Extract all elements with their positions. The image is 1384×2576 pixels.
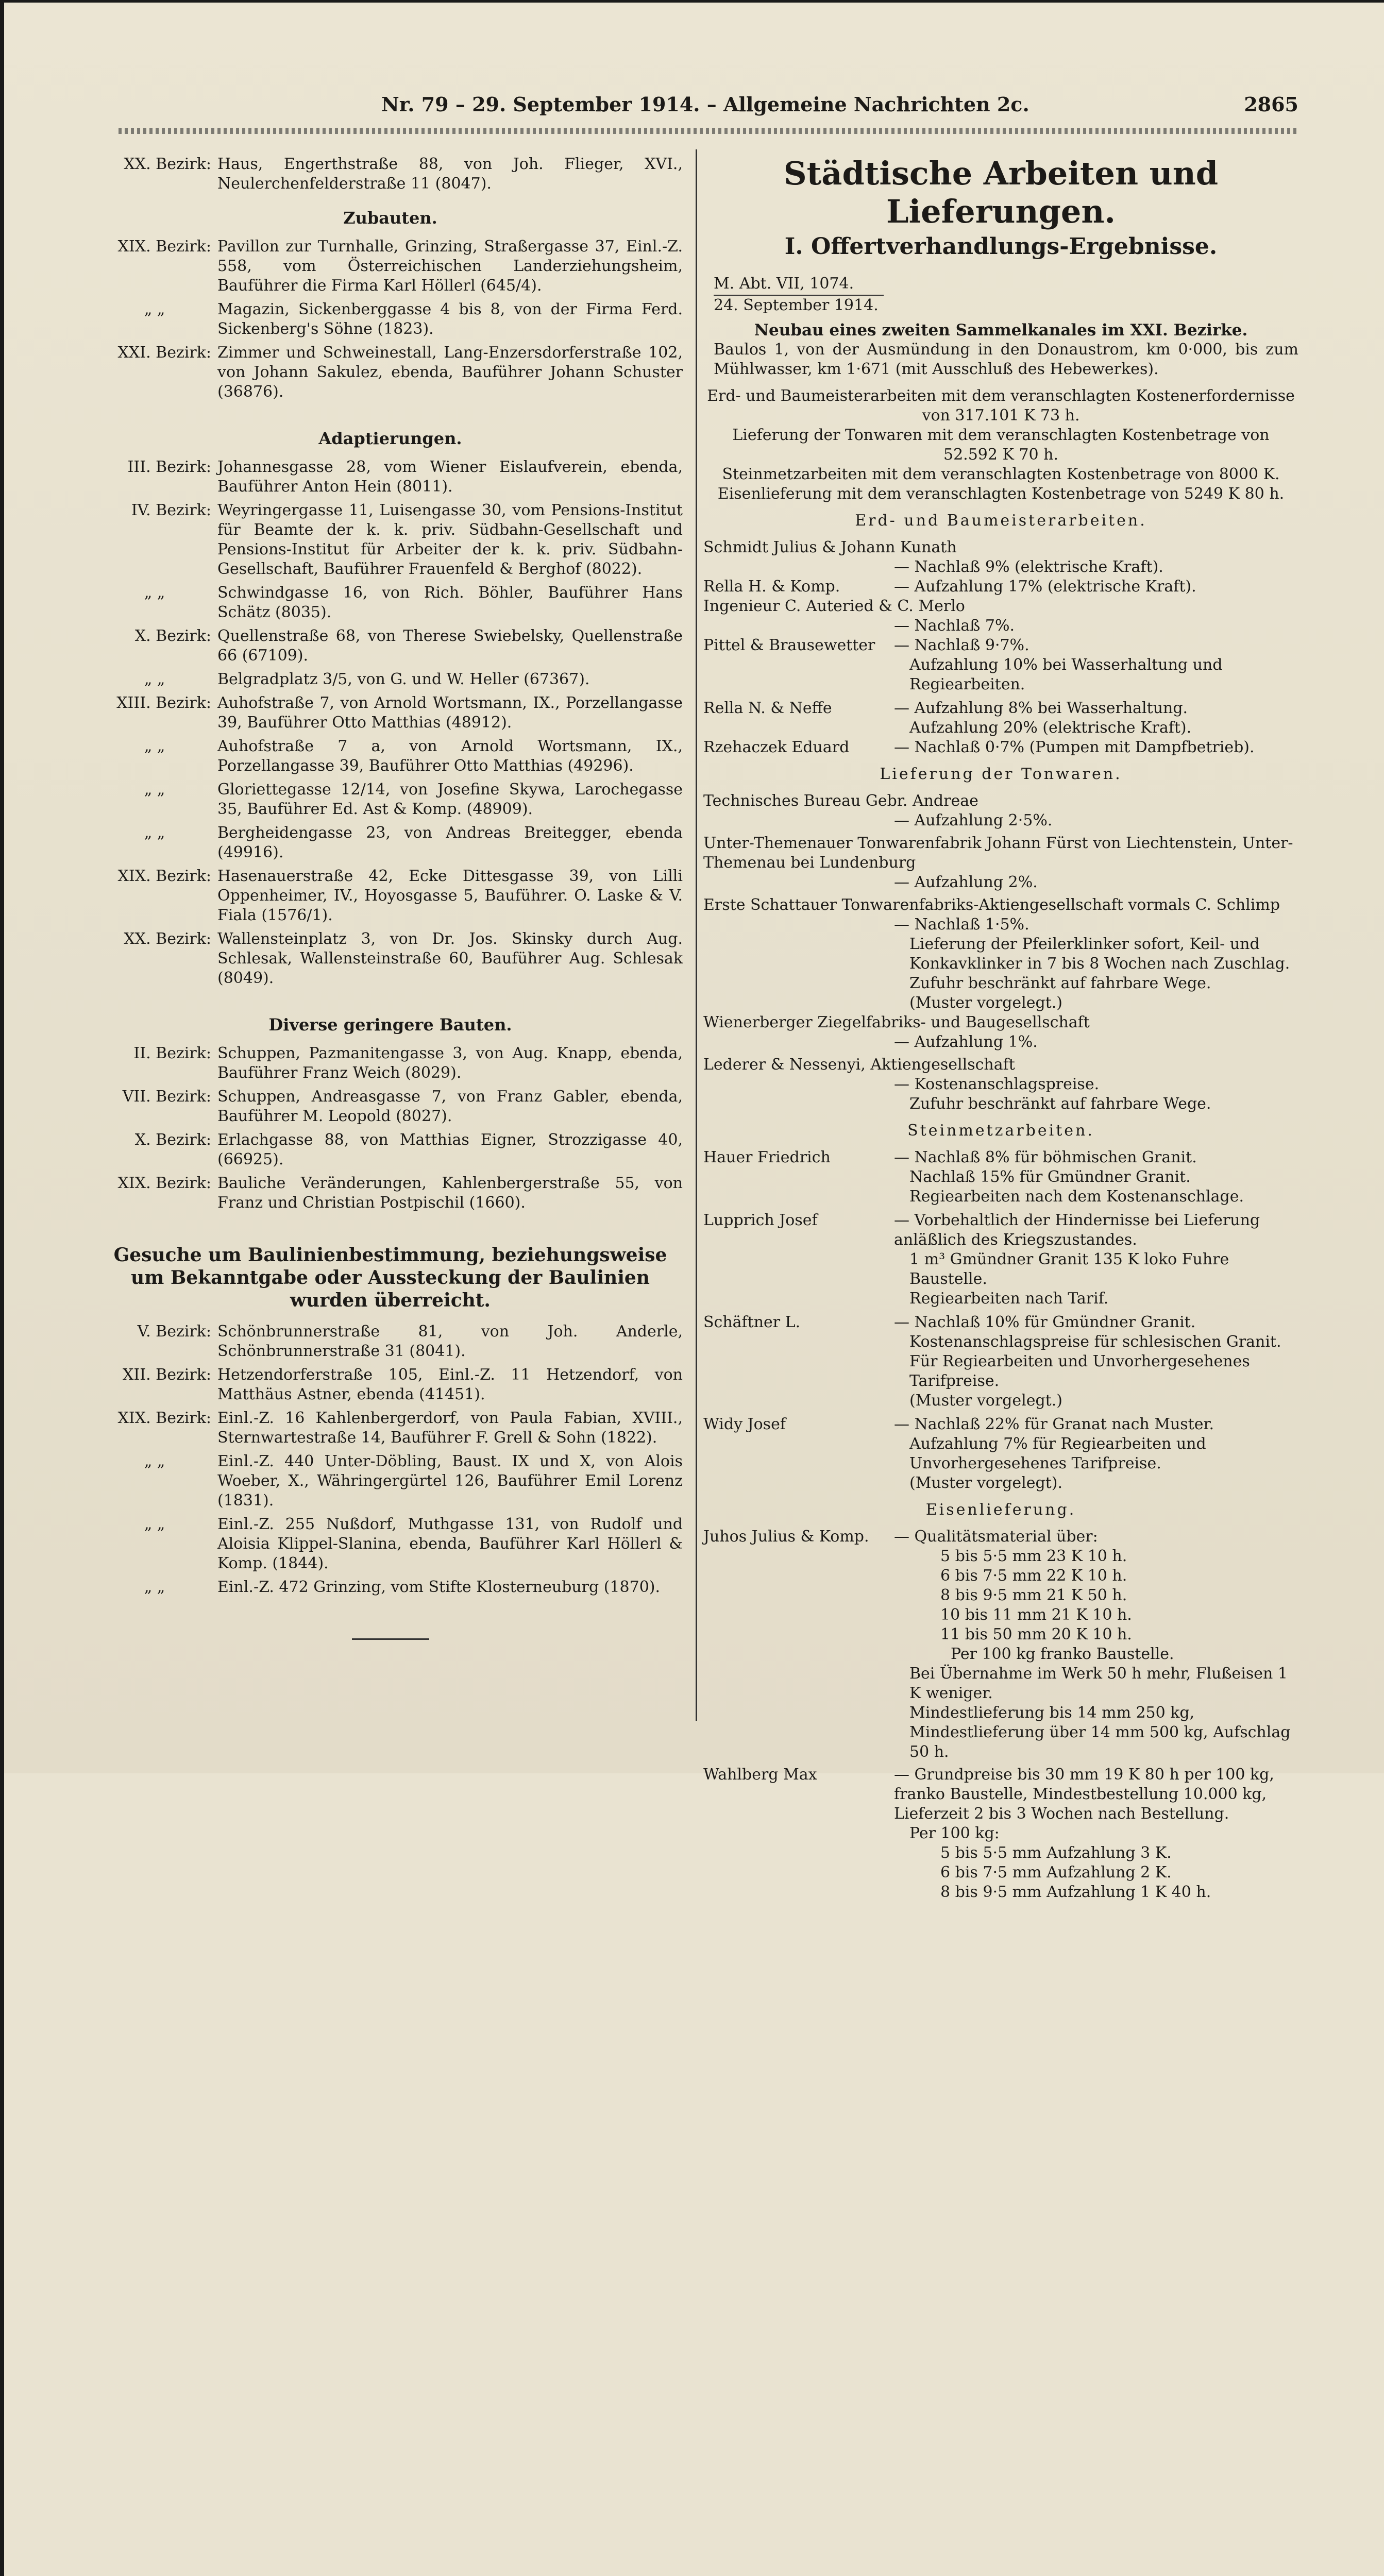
heading-zubauten: Zubauten. [343, 208, 437, 228]
district-label: X. Bezirk: [134, 627, 211, 645]
district-label: „ „ [144, 1452, 165, 1470]
header-title: Nr. 79 – 29. September 1914. – Allgemeine Nachrichten 2c. [381, 93, 1029, 116]
erd-bids [703, 538, 1298, 757]
category-erd: Erd- und Baumeisterarbeiten. [855, 512, 1147, 530]
category-eisen: Eisenlieferung. [925, 1501, 1076, 1519]
entry-text: Weyringergasse 11, Luisengasse 30, vom Pensions-Institut für Beamte der k. k. priv. Südbahn-Gesellschaft und Pensions-Institut für Arbeiter der k. k. priv. Südbahn-Gesellschaft, Bauführer Frauenfeld & Berghof (8022). [217, 501, 683, 578]
list-item [98, 343, 683, 402]
cost-eisen: Eisenlieferung mit dem veranschlagten Kostenbetrage von 5249 K 80 h. [717, 485, 1285, 503]
district-label: „ „ [144, 737, 165, 755]
entry-text: Einl.-Z. 255 Nußdorf, Muthgasse 131, von Rudolf und Aloisia Klippel-Slanina, ebenda, Bauführer Karl Höllerl & Komp. (1844). [217, 1515, 683, 1572]
price-line: 11 bis 50 mm 20 K 10 h. [940, 1625, 1132, 1643]
entry-text: Quellenstraße 68, von Therese Swiebelsky, Quellenstraße 66 (67109). [217, 627, 683, 665]
bid-line: Mindestlieferung bis 14 mm 250 kg, Mindestlieferung über 14 mm 500 kg, Aufschlag 50 h. [909, 1704, 1291, 1761]
bid-line: Bei Übernahme im Werk 50 h mehr, Flußeisen 1 K weniger. [909, 1665, 1288, 1702]
district-label: V. Bezirk: [137, 1323, 211, 1341]
right-column [703, 155, 1298, 1902]
bid-line: 1 m³ Gmündner Granit 135 K loko Fuhre Baustelle. [909, 1250, 1229, 1288]
bidder-name: Lupprich Josef [703, 1211, 818, 1229]
list-item [98, 693, 683, 733]
list-item [98, 1087, 683, 1126]
bid-line: — Aufzahlung 8% bei Wasserhaltung. [894, 699, 1188, 717]
bidder-name: Hauer Friedrich [703, 1148, 831, 1166]
entry-text: Haus, Engerthstraße 88, von Joh. Flieger, XVI., Neulerchenfelderstraße 11 (8047). [217, 155, 683, 193]
entry-text: Zimmer und Schweinestall, Lang-Enzersdorferstraße 102, von Johann Sakulez, ebenda, Bauführer Johann Schuster (36876). [217, 344, 683, 401]
list-item [98, 1409, 683, 1448]
bid-line: — Aufzahlung 2·5%. [894, 811, 1053, 829]
bid-line: — Kostenanschlagspreise. [894, 1075, 1100, 1093]
list-item [98, 1515, 683, 1573]
bidder-name: Schäftner L. [703, 1313, 801, 1331]
bid-line: Aufzahlung 10% bei Wasserhaltung und Regiearbeiten. [909, 656, 1223, 693]
bidder-name: Erste Schattauer Tonwarenfabriks-Aktiengesellschaft vormals C. Schlimp [703, 896, 1280, 914]
heading-gesuche: Gesuche um Baulinienbestimmung, beziehungsweise um Bekanntgabe oder Aussteckung der Baulinien wurden überreicht. [113, 1244, 667, 1311]
bid-line: — Aufzahlung 1%. [894, 1033, 1038, 1051]
district-label: XIX. Bezirk: [117, 1409, 211, 1427]
list-item [98, 929, 683, 988]
price-line: 5 bis 5·5 mm Aufzahlung 3 K. [940, 1844, 1172, 1862]
section-subtitle: I. Offertverhandlungs-Ergebnisse. [784, 233, 1218, 260]
bidder-name: Rella N. & Neffe [703, 699, 832, 717]
district-label: XIX. Bezirk: [117, 1174, 211, 1192]
list-item [98, 780, 683, 819]
entry-text: Schwindgasse 16, von Rich. Böhler, Bauführer Hans Schätz (8035). [217, 584, 683, 621]
district-label: XII. Bezirk: [123, 1366, 211, 1384]
bidder-name: Widy Josef [703, 1415, 786, 1433]
district-label: XIX. Bezirk: [117, 867, 211, 885]
list-item [98, 501, 683, 579]
entry-text: Johannesgasse 28, vom Wiener Eislaufverein, ebenda, Bauführer Anton Hein (8011). [217, 458, 683, 496]
entry-text: Hasenauerstraße 42, Ecke Dittesgasse 39, von Lilli Oppenheimer, IV., Hoyosgasse 5, Bauführer. O. Laske & V. Fiala (1576/1). [217, 867, 683, 924]
bidder-name: Rella H. & Komp. [703, 578, 840, 596]
list-item [98, 1322, 683, 1361]
stein-bids [703, 1148, 1298, 1493]
bid-line: Regiearbeiten nach Tarif. [909, 1290, 1109, 1308]
scan-edge-top [0, 0, 1384, 3]
district-label: „ „ [144, 824, 165, 842]
entry-text: Erlachgasse 88, von Matthias Eigner, Strozzigasse 40, (66925). [217, 1131, 683, 1168]
district-label: IV. Bezirk: [131, 501, 211, 519]
cost-erd: Erd- und Baumeisterarbeiten mit dem veranschlagten Kostenerfordernisse von 317.101 K 73 h. [707, 387, 1295, 425]
list-item [98, 237, 683, 296]
project-description: Baulos 1, von der Ausmündung in den Donaustrom, km 0·000, bis zum Mühlwasser, km 1·671 (mit Ausschluß des Hebewerkes). [714, 341, 1298, 378]
bidder-name: Lederer & Nessenyi, Aktiengesellschaft [703, 1056, 1015, 1074]
bid-line: — Nachlaß 0·7% (Pumpen mit Dampfbetrieb). [894, 738, 1255, 756]
list-item [98, 155, 683, 194]
bid-line: — Aufzahlung 17% (elektrische Kraft). [894, 578, 1196, 596]
district-label: „ „ [144, 670, 165, 688]
bid-line: Aufzahlung 7% für Regiearbeiten und Unvorhergesehenes Tarifpreise. [909, 1435, 1206, 1472]
entry-text: Schönbrunnerstraße 81, von Joh. Anderle, Schönbrunnerstraße 31 (8041). [217, 1323, 683, 1360]
page-header [119, 93, 1298, 124]
category-stein: Steinmetzarbeiten. [907, 1122, 1094, 1140]
list-item [98, 1578, 683, 1597]
district-label: X. Bezirk: [134, 1131, 211, 1149]
gesuche-list [98, 1322, 683, 1597]
list-item [98, 626, 683, 666]
entry-text: Einl.-Z. 440 Unter-Döbling, Baust. IX und X, von Alois Woeber, X., Währingergürtel 126, Bauführer Emil Lorenz (1831). [217, 1452, 683, 1510]
bidder-name: Wahlberg Max [703, 1766, 817, 1784]
list-item [98, 867, 683, 925]
bidder-name: Pittel & Brausewetter [703, 636, 875, 654]
bid-line: — Nachlaß 8% für böhmischen Granit. [894, 1148, 1197, 1166]
entry-text: Auhofstraße 7 a, von Arnold Wortsmann, IX., Porzellangasse 39, Bauführer Otto Matthias (49296). [217, 737, 683, 775]
bid-line: — Aufzahlung 2%. [894, 873, 1038, 891]
list-item [98, 1044, 683, 1083]
cost-ton: Lieferung der Tonwaren mit dem veranschlagten Kostenbetrage von 52.592 K 70 h. [732, 426, 1270, 464]
adaptierungen-list [98, 457, 683, 988]
list-item [98, 1174, 683, 1213]
bid-line: — Nachlaß 7%. [894, 617, 1015, 635]
notice-date: 24. September 1914. [714, 296, 879, 314]
bidder-name: Technisches Bureau Gebr. Andreae [703, 792, 978, 810]
district-label: III. Bezirk: [127, 458, 211, 476]
entry-text: Belgradplatz 3/5, von G. und W. Heller (67367). [217, 670, 590, 688]
entry-text: Auhofstraße 7, von Arnold Wortsmann, IX., Porzellangasse 39, Bauführer Otto Matthias (48912). [217, 694, 683, 732]
entry-text: Bergheidengasse 23, von Andreas Breitegger, ebenda (49916). [217, 824, 683, 861]
header-wavy-rule [119, 128, 1298, 134]
reference-number: M. Abt. VII, 1074. [714, 274, 884, 296]
bid-line: — Nachlaß 10% für Gmündner Granit. [894, 1313, 1196, 1331]
scan-edge-right [0, 1776, 4, 2576]
district-label: XX. Bezirk: [124, 155, 211, 173]
bid-line: Per 100 kg franko Baustelle. [951, 1645, 1174, 1663]
bid-line: — Grundpreise bis 30 mm 19 K 80 h per 100 kg, franko Baustelle, Mindestbestellung 10.000 kg, Lieferzeit 2 bis 3 Wochen nach Bestellung. [894, 1766, 1274, 1823]
bid-line: Regiearbeiten nach dem Kostenanschlage. [909, 1188, 1244, 1206]
bid-line: Aufzahlung 20% (elektrische Kraft). [909, 719, 1192, 737]
bid-line: — Nachlaß 1·5%. [894, 916, 1029, 934]
scan-edge-left [0, 3, 4, 1776]
list-item [98, 1130, 683, 1170]
bid-line: — Nachlaß 9% (elektrische Kraft). [894, 558, 1163, 576]
price-line: 10 bis 11 mm 21 K 10 h. [940, 1606, 1132, 1624]
end-rule [352, 1638, 429, 1640]
bidder-name: Rzehaczek Eduard [703, 738, 850, 756]
price-line: 6 bis 7·5 mm Aufzahlung 2 K. [940, 1863, 1172, 1882]
bid-line: Für Regiearbeiten und Unvorhergesehenes Tarifpreise. [909, 1352, 1250, 1390]
entry-text: Einl.-Z. 472 Grinzing, vom Stifte Klosterneuburg (1870). [217, 1578, 661, 1596]
price-line: 6 bis 7·5 mm 22 K 10 h. [940, 1567, 1127, 1585]
district-label: „ „ [144, 1578, 165, 1596]
district-label: „ „ [144, 300, 165, 318]
page-number: 2865 [1244, 93, 1298, 116]
list-item [98, 457, 683, 497]
zubauten-list [98, 237, 683, 402]
list-item [98, 1452, 683, 1511]
list-item [98, 737, 683, 776]
district-label: VII. Bezirk: [122, 1088, 211, 1106]
ton-bids [703, 791, 1298, 1114]
bid-line: — Qualitätsmaterial über: [894, 1528, 1098, 1546]
district-label: „ „ [144, 781, 165, 799]
bid-line: — Vorbehaltlich der Hindernisse bei Lieferung anläßlich des Kriegszustandes. [894, 1211, 1260, 1249]
left-top-entries [98, 155, 683, 194]
bid-line: Kostenanschlagspreise für schlesischen Granit. [909, 1333, 1281, 1351]
column-divider [696, 149, 697, 1721]
district-label: XIII. Bezirk: [116, 694, 211, 712]
price-line: 8 bis 9·5 mm 21 K 50 h. [940, 1586, 1127, 1604]
entry-text: Einl.-Z. 16 Kahlenbergerdorf, von Paula Fabian, XVIII., Sternwartestraße 14, Bauführer F. Grell & Sohn (1822). [217, 1409, 683, 1447]
bidder-name: Unter-Themenauer Tonwarenfabrik Johann Fürst von Liechtenstein, Unter-Themenau bei Lundenburg [703, 834, 1293, 872]
bid-line: Nachlaß 15% für Gmündner Granit. [909, 1168, 1191, 1186]
price-line: 8 bis 9·5 mm Aufzahlung 1 K 40 h. [940, 1883, 1211, 1901]
district-label: XXI. Bezirk: [117, 344, 211, 362]
diverse-list [98, 1044, 683, 1213]
heading-adaptierungen: Adaptierungen. [318, 429, 462, 448]
bid-line: (Muster vorgelegt.) [909, 1392, 1062, 1410]
district-label: „ „ [144, 584, 165, 602]
list-item [98, 300, 683, 339]
district-label: „ „ [144, 1515, 165, 1533]
entry-text: Schuppen, Pazmanitengasse 3, von Aug. Knapp, ebenda, Bauführer Franz Weich (8029). [217, 1044, 683, 1082]
bid-line: Zufuhr beschränkt auf fahrbare Wege. [909, 974, 1211, 992]
list-item [98, 1365, 683, 1404]
entry-text: Hetzendorferstraße 105, Einl.-Z. 11 Hetzendorf, von Matthäus Astner, ebenda (41451). [217, 1366, 683, 1403]
list-item [98, 823, 683, 862]
heading-diverse: Diverse geringere Bauten. [268, 1015, 512, 1035]
eisen-bids [703, 1527, 1298, 1902]
district-label: XX. Bezirk: [124, 930, 211, 948]
bidder-name: Juhos Julius & Komp. [703, 1528, 869, 1546]
entry-text: Schuppen, Andreasgasse 7, von Franz Gabler, ebenda, Bauführer M. Leopold (8027). [217, 1088, 683, 1125]
entry-text: Magazin, Sickenberggasse 4 bis 8, von der Firma Ferd. Sickenberg's Söhne (1823). [217, 300, 683, 338]
left-column [98, 155, 683, 1640]
bid-line: Per 100 kg: [909, 1824, 1000, 1842]
project-heading: Neubau eines zweiten Sammelkanales im XXI. Bezirke. [754, 321, 1248, 340]
entry-text: Bauliche Veränderungen, Kahlenbergerstraße 55, von Franz und Christian Postpischil (1660). [217, 1174, 683, 1212]
district-label: II. Bezirk: [133, 1044, 211, 1062]
bid-line: Zufuhr beschränkt auf fahrbare Wege. [909, 1095, 1211, 1113]
entry-text: Gloriettegasse 12/14, von Josefine Skywa, Larochegasse 35, Bauführer Ed. Ast & Komp. (48909). [217, 781, 683, 818]
bidder-name: Wienerberger Ziegelfabriks- und Baugesellschaft [703, 1013, 1090, 1031]
category-ton: Lieferung der Tonwaren. [880, 765, 1122, 783]
price-line: 5 bis 5·5 mm 23 K 10 h. [940, 1547, 1127, 1565]
bid-line: (Muster vorgelegt). [909, 1474, 1062, 1492]
district-label: XIX. Bezirk: [117, 238, 211, 256]
bidder-name: Ingenieur C. Auteried & C. Merlo [703, 597, 965, 615]
section-title: Städtische Arbeiten und Lieferungen. [783, 155, 1219, 230]
list-item [98, 583, 683, 622]
cost-stein: Steinmetzarbeiten mit dem veranschlagten Kostenbetrage von 8000 K. [722, 465, 1280, 483]
entry-text: Pavillon zur Turnhalle, Grinzing, Straßergasse 37, Einl.-Z. 558, vom Österreichischen Landerziehungsheim, Bauführer die Firma Karl Höllerl (645/4). [217, 238, 683, 295]
bid-line: — Nachlaß 9·7%. [894, 636, 1029, 654]
bid-line: (Muster vorgelegt.) [909, 994, 1062, 1012]
list-item [98, 670, 683, 689]
bidder-name: Schmidt Julius & Johann Kunath [703, 538, 957, 556]
bid-line: Lieferung der Pfeilerklinker sofort, Keil- und Konkavklinker in 7 bis 8 Wochen nach Zuschlag. [909, 935, 1290, 973]
bid-line: — Nachlaß 22% für Granat nach Muster. [894, 1415, 1214, 1433]
entry-text: Wallensteinplatz 3, von Dr. Jos. Skinsky durch Aug. Schlesak, Wallensteinstraße 60, Bauführer Aug. Schlesak (8049). [217, 930, 683, 987]
